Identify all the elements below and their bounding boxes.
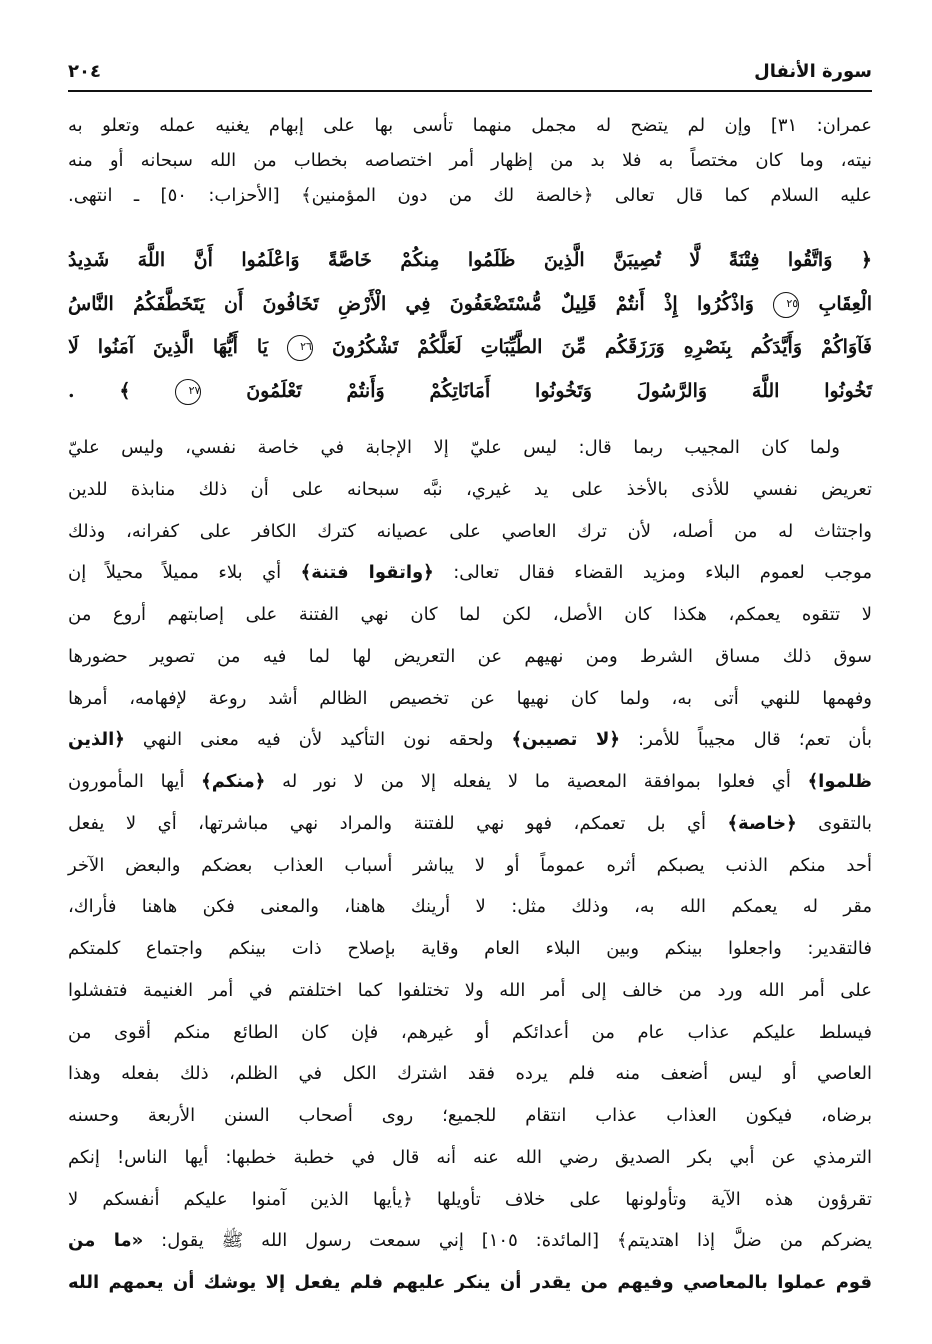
text-segment: لا تتقوه يعمكم، هكذا كان الأصل، لكن لما كان نهي الفتنة على إصابتهم أروع من bbox=[68, 604, 872, 625]
text-line bbox=[68, 326, 872, 370]
text-segment: تعريض نفسي للأذى بالأخذ على يد غيري، نبَّه سبحانه على أن ذلك منابذة للدين bbox=[68, 478, 872, 500]
bold-quote-segment: ظلموا﴾ bbox=[807, 771, 872, 792]
text-segment: أي بل تعمكم، فهو نهي للفتنة والمراد نهي مباشرتها، أي لا يفعل bbox=[68, 812, 728, 834]
text-segment: أيها المأمورون bbox=[68, 771, 202, 792]
bold-quote-segment: ﴿لا تصيبن﴾ bbox=[511, 729, 620, 751]
text-segment: تقرؤون هذه الآية وتأولونها على خلاف تأويلها ﴿يأيها الذين آمنوا عليكم أنفسكم لا bbox=[68, 1188, 872, 1210]
text-line bbox=[68, 239, 872, 283]
text-line bbox=[68, 886, 872, 928]
text-segment: عمران: ٣١] وإن لم يتضح له مجمل منهما تأسى بها على إبهام يغنيه عمله وتعلو به bbox=[68, 115, 872, 136]
text-segment: بالتقوى bbox=[796, 812, 873, 834]
text-line bbox=[68, 845, 872, 887]
text-segment: واجتثاث له من أصله، لأن ترك العاصي على عصيانه كترك الكافر على كفرانه، وذلك bbox=[68, 520, 872, 542]
text-line bbox=[68, 283, 872, 327]
text-line bbox=[68, 469, 872, 511]
text-segment: أي فعلوا بموافقة المعصية ما لا يفعله إلا من لا نور له bbox=[265, 771, 808, 792]
text-segment: العاصي أو ليس أضعف منه فلم يرده فقد اشترك الكل في الظلم، ذلك بفعله وهذا bbox=[68, 1063, 872, 1085]
text-segment: الْعِقَابِ bbox=[799, 292, 873, 315]
text-segment: فَآوَاكُمْ وَأَيَّدَكُم بِنَصْرِهِ وَرَزَقَكُم مِّنَ الطَّيِّبَاتِ لَعَلَّكُمْ تَشْكُرُونَ bbox=[312, 336, 872, 358]
text-segment: ﴿ وَاتَّقُوا فِتْنَةً لَّا تُصِيبَنَّ الَّذِينَ ظَلَمُوا مِنكُمْ خَاصَّةً وَاعْلَمُوا أَنَّ اللَّهَ شَدِيدُ bbox=[68, 249, 872, 271]
ayah-number-marker: ٢٧ bbox=[175, 379, 201, 405]
ayah-number-marker: ٢٥ bbox=[773, 292, 799, 318]
text-line bbox=[68, 928, 872, 970]
text-segment: ولما كان المجيب ربما قال: ليس عليّ إلا الإجابة في خاصة نفسي، وليس عليّ bbox=[68, 437, 840, 458]
bold-quote-segment: قوم عملوا بالمعاصي وفيهم من يقدر أن ينكر عليهم فلم يفعل إلا يوشك أن يعمهم الله bbox=[68, 1272, 872, 1293]
text-line bbox=[68, 1095, 872, 1137]
text-line bbox=[68, 1262, 872, 1304]
ayah-number-marker: ٢٦ bbox=[287, 335, 313, 361]
text-line bbox=[68, 370, 872, 414]
text-line bbox=[68, 1012, 872, 1054]
text-segment: أحد منكم الذنب يصبكم أثره عموماً أو لا يباشر أسباب العذاب بعضكم والبعض الآخر bbox=[68, 854, 872, 876]
text-segment: نيته، وما كان مختصاً به فلا بد من إظهار أمر اختصاصه بخطاب من الله سبحانه أو منه bbox=[68, 150, 872, 171]
text-segment: تَخُونُوا اللَّهَ وَالرَّسُولَ وَتَخُونُوا أَمَانَاتِكُمْ وَأَنتُمْ تَعْلَمُونَ bbox=[201, 379, 872, 402]
text-line bbox=[68, 178, 872, 213]
page-number: ٢٠٤ bbox=[68, 61, 101, 82]
commentary-paragraph bbox=[68, 427, 872, 1304]
text-segment: عليه السلام كما قال تعالى ﴿خالصة لك من دون المؤمنين﴾ [الأحزاب: ٥٠] ـ انتهى. bbox=[68, 185, 873, 206]
bold-quote-segment: «ما من bbox=[68, 1230, 144, 1252]
text-segment: وَاذْكُرُوا إِذْ أَنتُمْ قَلِيلٌ مُّسْتَضْعَفُونَ فِي الْأَرْضِ تَخَافُونَ أَن يَتَخَطَّفَكُمُ النَّاسُ bbox=[68, 292, 774, 315]
bold-quote-segment: ﴿واتقوا فتنة﴾ bbox=[300, 562, 434, 584]
text-segment: برضاه، فيكون العذاب عذاب انتقام للجميع؛ روى أصحاب السنن الأربعة وحسنه bbox=[68, 1105, 872, 1126]
text-segment: موجب لعموم البلاء ومزيد القضاء فقال تعالى: bbox=[433, 562, 872, 584]
text-line bbox=[68, 803, 872, 845]
text-line bbox=[68, 719, 872, 761]
text-segment: مقر له يعمكم الله به، وذلك مثل: لا أرينك هاهنا، والمعنى فكن هاهنا فأراك، bbox=[68, 896, 872, 918]
text-line bbox=[68, 108, 872, 143]
text-line bbox=[68, 678, 872, 720]
text-segment: على أمر الله ورد من خالف إلى أمر الله ولا تختلفوا كما اختلفتم في أمر الغنيمة فتفشلوا bbox=[68, 979, 872, 1001]
text-line bbox=[68, 1053, 872, 1095]
quran-verses bbox=[68, 239, 872, 413]
text-segment: سوق ذلك مساق الشرط ومن نهيهم عن التعريض لها لما فيه من تصوير حضورها bbox=[68, 645, 872, 667]
bold-quote-segment: ﴿منكم﴾ bbox=[201, 771, 266, 792]
text-line bbox=[68, 1137, 872, 1179]
text-segment: ﴾ . bbox=[68, 379, 176, 402]
text-line bbox=[68, 552, 872, 594]
text-segment: ولحقه نون التأكيد لأن فيه معنى النهي bbox=[124, 729, 512, 751]
text-segment: فيسلط عليكم عذاب عام من أعدائكم أو غيرهم، فإن كان الطائع منكم أقوى من bbox=[68, 1021, 872, 1043]
text-segment: الترمذي عن أبي بكر الصديق رضي الله عنه أنه قال في خطبة خطبها: أيها الناس! إنكم bbox=[68, 1146, 872, 1168]
text-line bbox=[68, 1179, 872, 1221]
text-segment: فالتقدير: واجعلوا بينكم وبين البلاء العام وقاية بإصلاح ذات بينكم واجتماع كلمتكم bbox=[68, 938, 872, 959]
text-line bbox=[68, 511, 872, 553]
surah-title: سورة الأنفال bbox=[754, 61, 872, 82]
intro-paragraph bbox=[68, 108, 872, 213]
text-line bbox=[68, 1220, 872, 1262]
bold-quote-segment: ﴿خاصة﴾ bbox=[727, 812, 797, 834]
text-segment: يَا أَيُّهَا الَّذِينَ آمَنُوا لَا bbox=[68, 336, 287, 358]
text-line bbox=[68, 594, 872, 636]
header-divider bbox=[68, 90, 872, 92]
text-line bbox=[68, 970, 872, 1012]
text-segment: يضركم من ضلَّ إذا اهتديتم﴾ [المائدة: ١٠٥] إني سمعت رسول الله ﷺ يقول: bbox=[143, 1230, 873, 1252]
text-segment: وفهمها للنهي أتى به، ولما كان نهيها عن تخصيص الظالم أشد روعة لإفهامه، أمرها bbox=[68, 687, 872, 709]
text-line bbox=[68, 636, 872, 678]
bold-quote-segment: ﴿الذين bbox=[68, 729, 125, 751]
text-line bbox=[68, 761, 872, 803]
text-line bbox=[68, 427, 872, 469]
page-header bbox=[68, 52, 872, 82]
text-line bbox=[68, 143, 872, 178]
text-segment: بأن تعم؛ قال مجيباً للأمر: bbox=[619, 729, 872, 751]
text-segment: أي بلاء مميلاً محيلاً إن bbox=[68, 562, 301, 584]
book-page bbox=[68, 52, 872, 1304]
